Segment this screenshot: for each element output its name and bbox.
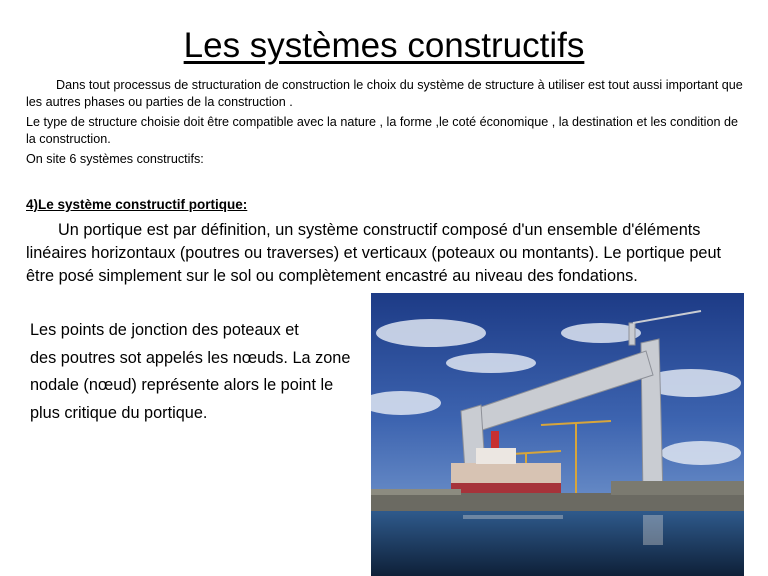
portique-definition	[26, 219, 746, 288]
intro-paragraph-3: On site 6 systèmes constructifs:	[26, 152, 204, 166]
joint-description	[30, 317, 375, 427]
joint-line-3: nodale (nœud) représente alors le point le	[30, 376, 334, 394]
joint-line-2: des poutres sot appelés les nœuds. La zone	[30, 348, 351, 367]
dock	[371, 493, 744, 511]
joint-line-4: plus critique du portique.	[30, 403, 208, 422]
gantry-crane-photo	[371, 293, 744, 576]
intro-paragraph-1: Dans tout processus de structuration de construction le choix du système de structure à utiliser est tout aussi important que les autres phases ou parties de la construction .	[26, 78, 743, 109]
page-title: Les systèmes constructifs	[183, 26, 585, 65]
definition-paragraph: Un portique est par définition, un système constructif composé d'un ensemble d'éléments linéaires horizontaux (poutres ou traverses) et verticaux (poteaux ou montants). Le portique peut être posé simplement sur le sol ou complètement encastré au niveau des fondations.	[26, 221, 722, 285]
joint-line-1: Les points de jonction des poteaux et	[30, 321, 299, 339]
intro-block	[26, 77, 746, 171]
section-heading: 4)Le système constructif portique:	[26, 197, 248, 212]
intro-paragraph-2: Le type de structure choisie doit être compatible avec la nature , la forme ,le coté économique , la destination et les condition de la construction.	[26, 115, 738, 146]
